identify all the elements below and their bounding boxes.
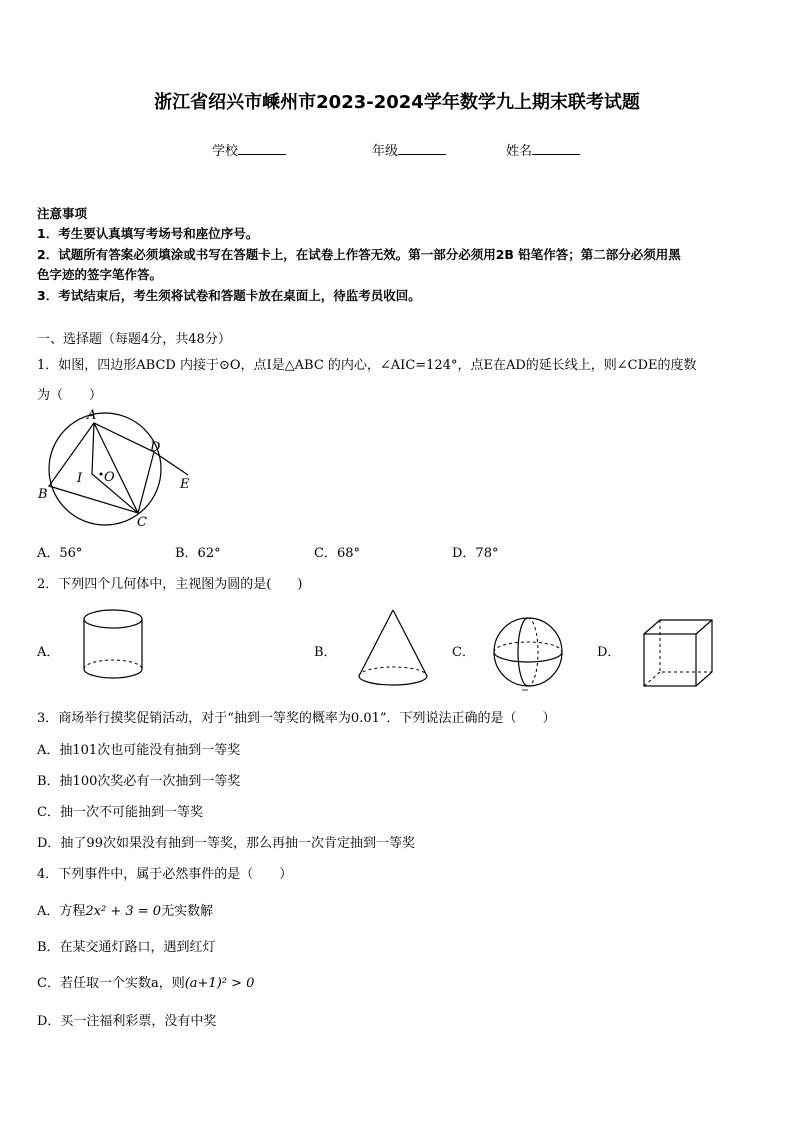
q3-option-a[interactable]: A．抽101次也可能没有抽到一等奖 [37,743,241,758]
page-title: 浙江省绍兴市嵊州市2023-2024学年数学九上期末联考试题 [154,92,640,113]
q3-option-c[interactable]: C．抽一次不可能抽到一等奖 [37,805,203,820]
grade-label: 年级 [372,144,399,159]
q1-option-a[interactable]: A．56° [37,546,83,561]
school-field[interactable] [212,140,286,159]
label-d: D [150,440,161,455]
school-blank[interactable] [238,142,286,155]
q2-text: 2．下列四个几何体中，主视图为圆的是( ) [37,577,303,592]
q1-text: 1．如图，四边形ABCD 内接于⊙O，点I是△ABC 的内心，∠AIC=124°，点E在AD的延长线上，则∠CDE的度数 [37,358,697,373]
q3-text: 3．商场举行摸奖促销活动，对于“抽到一等奖的概率为0.01”．下列说法正确的是（ ） [37,711,556,726]
section-heading: 一、选择题（每题4分，共48分） [37,332,231,347]
q4-option-a-prefix: A．方程 [37,904,86,919]
school-label: 学校 [212,144,239,159]
q2-option-b[interactable]: B． [314,645,337,660]
circle-o [49,413,161,525]
q4-option-a[interactable] [37,900,213,919]
center-point [100,473,103,476]
q1-option-b[interactable]: B．62° [175,546,221,561]
quadrilateral-abcd [49,423,154,513]
label-i: I [77,471,83,486]
name-blank[interactable] [532,142,580,155]
note-item: 2．试题所有答案必须填涂或书写在答题卡上，在试卷上作答无效。第一部分必须用2B 铅笔作答；第二部分必须用黑 [37,247,681,262]
q2-option-a[interactable]: A． [37,645,60,660]
cube-icon [640,616,716,690]
name-label: 姓名 [506,144,533,159]
grade-blank[interactable] [398,142,446,155]
q2-option-c[interactable]: C． [452,645,475,660]
q1-text-cont: 为（ ） [37,388,103,403]
notes-heading: 注意事项 [37,206,88,221]
label-e: E [180,477,190,492]
label-o: O [104,470,115,485]
extension-de [154,452,188,475]
q3-option-d[interactable]: D．抽了99次如果没有抽到一等奖，那么再抽一次肯定抽到一等奖 [37,836,415,851]
q4-option-c-prefix: C．若任取一个实数a，则 [37,976,185,991]
q4-option-d[interactable]: D．买一注福利彩票，没有中奖 [37,1014,217,1029]
q4-option-c[interactable] [37,972,254,991]
q1-option-d[interactable]: D．78° [452,546,499,561]
q3-option-b[interactable]: B．抽100次奖必有一次抽到一等奖 [37,774,241,789]
q1-figure [30,402,210,532]
q1-option-c[interactable]: C．68° [314,546,360,561]
sphere-icon [488,614,568,694]
note-item: 3．考试结束后，考生须将试卷和答题卡放在桌面上，待监考员收回。 [37,288,421,303]
note-item: 色字迹的签字笔作答。 [37,267,163,282]
q4-option-a-suffix: 无实数解 [161,904,214,919]
label-b: B [38,487,48,502]
name-field[interactable] [506,140,580,159]
label-c: C [137,515,147,530]
note-item: 1．考生要认真填写考场号和座位序号。 [37,226,259,241]
cylinder-icon [78,606,148,686]
q4-option-b[interactable]: B．在某交通灯路口，遇到红灯 [37,940,216,955]
label-a: A [87,408,97,423]
q4-text: 4．下列事件中，属于必然事件的是（ ） [37,867,293,882]
q4-option-c-inequality: (a+1)² > 0 [184,976,255,991]
cone-icon [352,606,434,691]
grade-field[interactable] [372,140,446,159]
q4-option-a-equation: 2x² + 3 = 0 [85,904,162,919]
line-ac [94,423,138,513]
q2-option-d[interactable]: D． [597,645,621,660]
